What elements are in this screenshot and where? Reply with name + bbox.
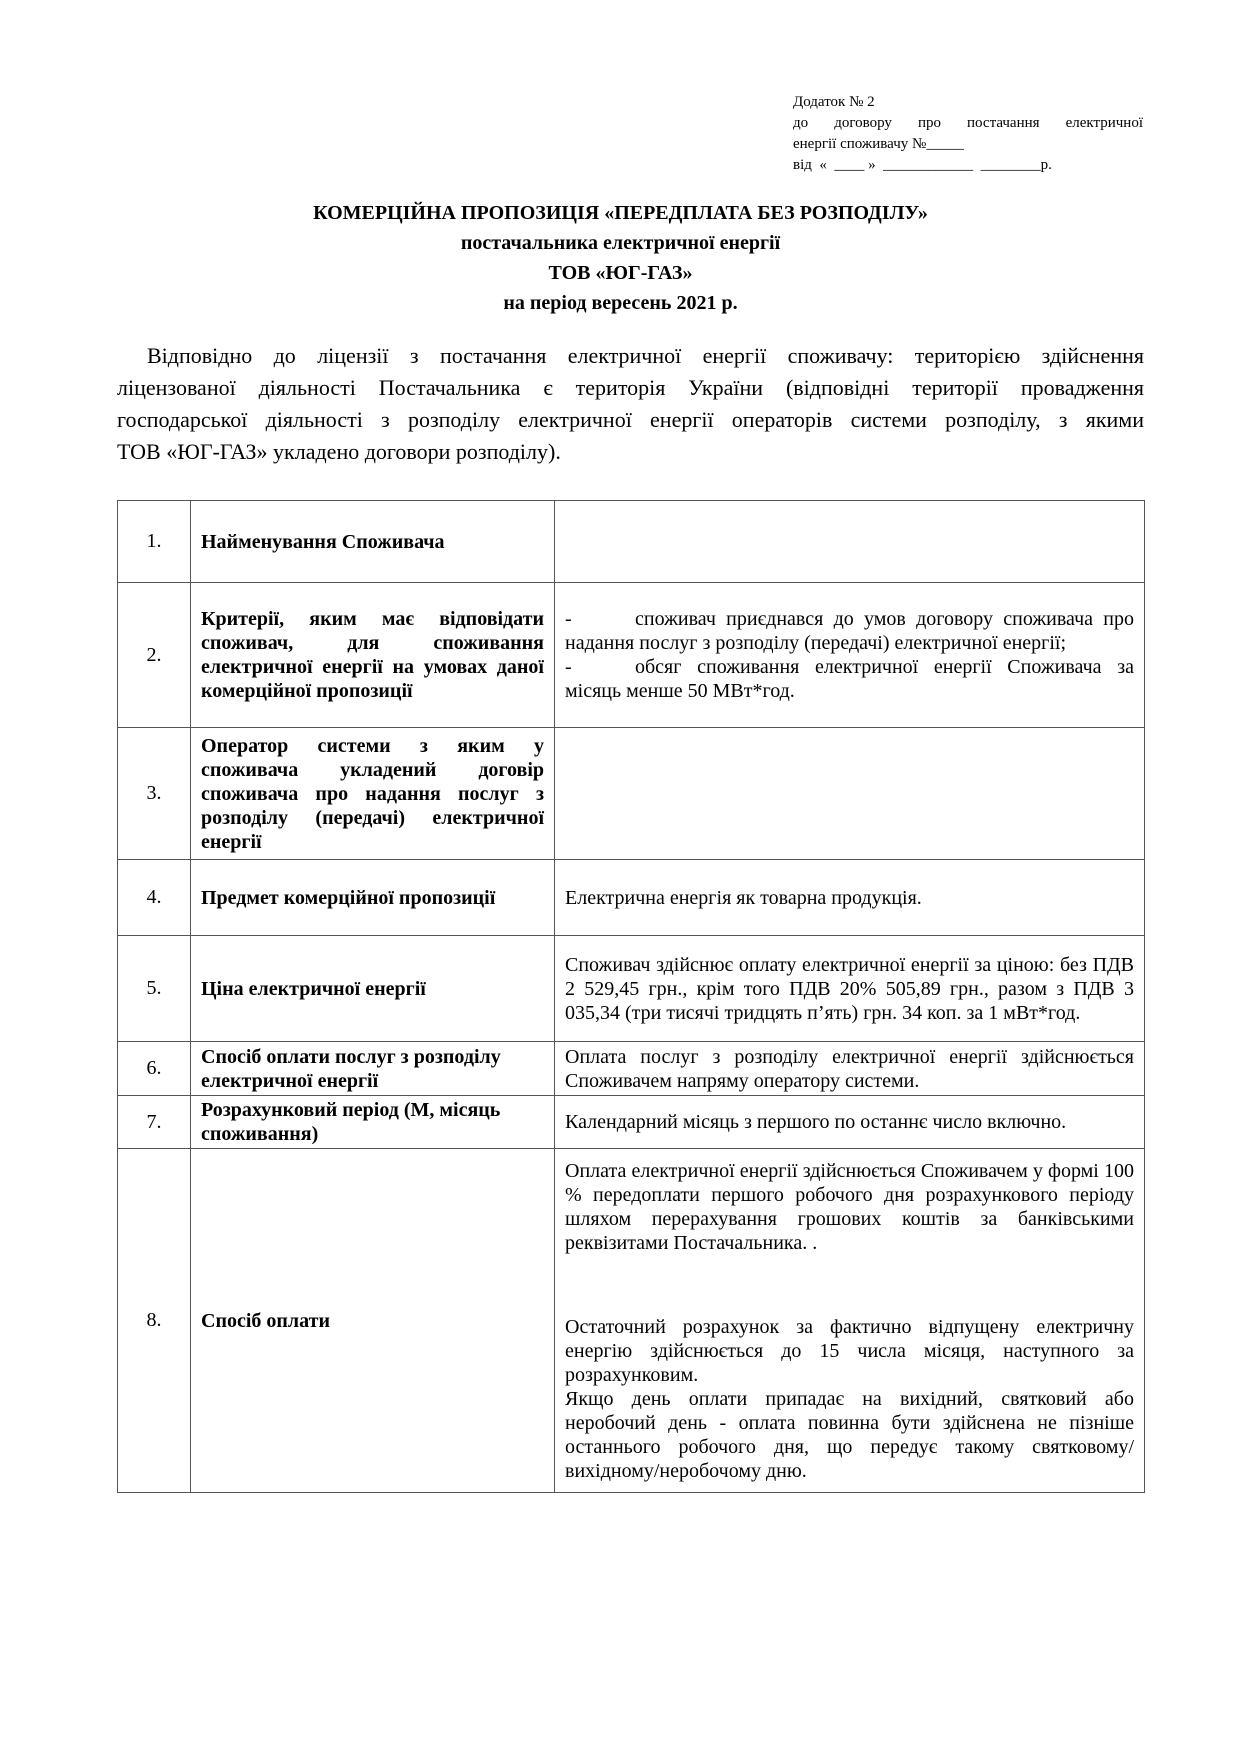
- table-row-1: [118, 501, 1145, 583]
- table-row-6: [118, 1042, 1145, 1096]
- intro-line-2: ліцензованої діяльності Постачальника є територія України (відповідні території провадження: [117, 375, 1144, 400]
- row-number: 2.: [118, 583, 191, 728]
- table-row-7: [118, 1096, 1145, 1149]
- row-value: Споживач здійснює оплату електричної енергії за ціною: без ПДВ 2 529,45 грн., крім того ПДВ 20% 505,89 грн., разом з ПДВ 3 035,34 (три тисячі тридцять п’ять) грн. 34 коп. за 1 мВт*год.: [555, 936, 1145, 1042]
- table-row-4: [118, 860, 1145, 936]
- table-row-2: [118, 583, 1145, 728]
- row-number: 7.: [118, 1096, 191, 1149]
- criteria-text: споживач приєднався до умов договору споживача про надання послуг з розподілу (передачі) електричної енергії;: [565, 608, 1134, 654]
- row-label: Предмет комерційної пропозиції: [191, 860, 555, 936]
- table-row-8: [118, 1149, 1145, 1493]
- row-value: Електрична енергія як товарна продукція.: [555, 860, 1145, 936]
- title-line-3: ТОВ «ЮГ-ГАЗ»: [548, 262, 693, 284]
- title-line-2: постачальника електричної енергії: [460, 232, 781, 254]
- row-value: [555, 1149, 1145, 1493]
- row-number: 6.: [118, 1042, 191, 1096]
- row-number: 5.: [118, 936, 191, 1042]
- table-row-5: [118, 936, 1145, 1042]
- annex-line-3: енергії споживачу №_____: [793, 136, 964, 152]
- row-label: Найменування Споживача: [191, 501, 555, 583]
- offer-table: [117, 500, 1145, 1493]
- intro-line-4: ТОВ «ЮГ-ГАЗ» укладено договори розподілу).: [117, 439, 561, 464]
- row-value: [555, 728, 1145, 860]
- annex-line-2: до договору про постачання електричної: [793, 115, 1143, 131]
- row-number: 4.: [118, 860, 191, 936]
- row-label: Оператор системи з яким у споживача укладений договір споживача про надання послуг з розподілу (передачі) електричної енергії: [191, 728, 555, 860]
- annex-line-1: Додаток № 2: [793, 94, 875, 110]
- row-number: 3.: [118, 728, 191, 860]
- row-label: Розрахунковий період (М, місяць споживання): [191, 1096, 555, 1149]
- row-label: Ціна електричної енергії: [191, 936, 555, 1042]
- title-line-4: на період вересень 2021 р.: [503, 292, 738, 314]
- document-title: [0, 198, 1241, 318]
- row-label: Критерії, яким має відповідати споживач, для споживання електричної енергії на умовах даної комерційної пропозиції: [191, 583, 555, 728]
- intro-paragraph: [117, 340, 1144, 468]
- dash-marker: -: [565, 608, 572, 630]
- row-value: [555, 583, 1145, 728]
- title-line-1: КОМЕРЦІЙНА ПРОПОЗИЦІЯ «ПЕРЕДПЛАТА БЕЗ РОЗПОДІЛУ»: [313, 202, 928, 224]
- criteria-text: обсяг споживання електричної енергії Споживача за місяць менше 50 МВт*год.: [565, 656, 1134, 702]
- row-label: Спосіб оплати: [191, 1149, 555, 1493]
- criteria-item: [565, 655, 1134, 703]
- annex-line-4: від « ____ » ____________ ________р.: [793, 157, 1052, 173]
- row-number: 1.: [118, 501, 191, 583]
- annex-block: [793, 92, 1143, 176]
- payment-paragraph-3: Якщо день оплати припадає на вихідний, святковий або неробочий день - оплата повинна бути здійснена не пізніше останнього робочого дня, що передує такому святковому/вихідному/неробочому дню.: [565, 1387, 1134, 1482]
- paragraph-gap: [565, 1255, 1134, 1315]
- criteria-item: [565, 607, 1134, 655]
- payment-paragraph-2: Остаточний розрахунок за фактично відпущену електричну енергію здійснюється до 15 числа місяця, наступного за розрахунковим.: [565, 1315, 1134, 1386]
- intro-line-3: господарської діяльності з розподілу електричної енергії операторів системи розподілу, з якими: [117, 407, 1144, 432]
- dash-marker: -: [565, 656, 572, 678]
- intro-line-1: Відповідно до ліцензії з постачання електричної енергії споживачу: територією здійснення: [147, 343, 1144, 368]
- row-value: [555, 501, 1145, 583]
- payment-paragraph-1: Оплата електричної енергії здійснюється Споживачем у формі 100 % передоплати першого робочого дня розрахункового періоду шляхом перерахування грошових коштів за банківськими реквізитами Постачальника. .: [565, 1159, 1134, 1254]
- table-row-3: [118, 728, 1145, 860]
- row-value: Оплата послуг з розподілу електричної енергії здійснюється Споживачем напряму оператору системи.: [555, 1042, 1145, 1096]
- row-number: 8.: [118, 1149, 191, 1493]
- row-value: Календарний місяць з першого по останнє число включно.: [555, 1096, 1145, 1149]
- row-label: Спосіб оплати послуг з розподілу електричної енергії: [191, 1042, 555, 1096]
